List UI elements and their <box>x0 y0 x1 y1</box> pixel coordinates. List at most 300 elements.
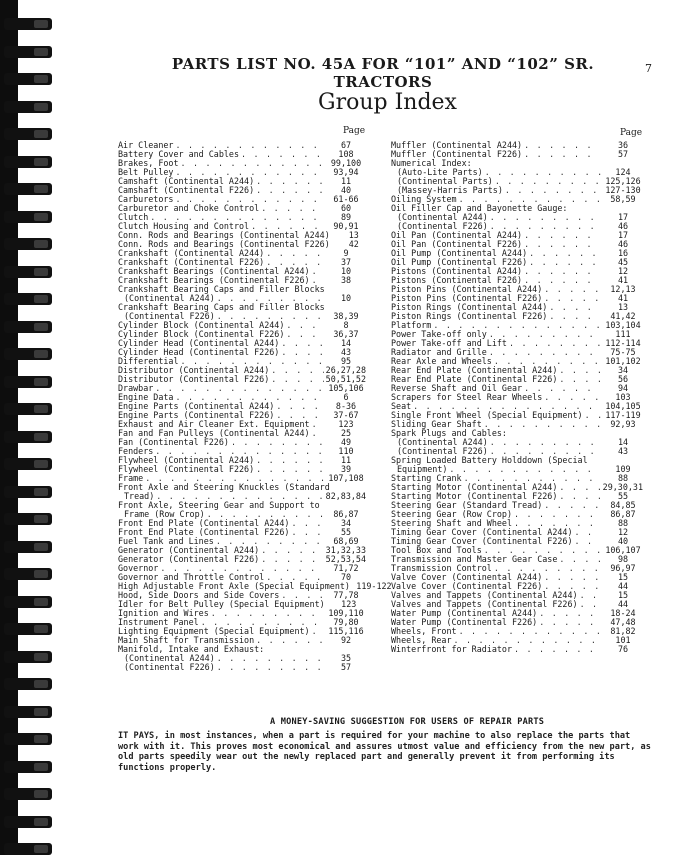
dot-leader <box>524 240 601 249</box>
index-entry-label: Transmission Control <box>391 563 492 573</box>
index-entry-page: 41 <box>617 275 629 285</box>
index-entry-label: Cylinder Block (Continental F226) <box>118 329 285 339</box>
dot-leader <box>281 339 324 348</box>
index-entry-page: 41,42 <box>610 311 636 321</box>
index-entry-label: Cylinder Head (Continental A244) <box>118 338 280 348</box>
dot-leader <box>509 339 601 348</box>
dot-leader <box>575 528 601 537</box>
index-entry-page: 105,106 <box>328 383 364 393</box>
index-entry-page: 101,102 <box>605 356 641 366</box>
index-entry-page: 70 <box>340 572 352 582</box>
dot-leader <box>231 438 324 447</box>
index-entry-page: 77,78 <box>333 590 359 600</box>
dot-leader <box>524 267 601 276</box>
index-entry-label: (Continental F226) <box>397 221 488 231</box>
index-entry-label: Oil Filler Cap and Bayonette Gauge: <box>391 203 568 213</box>
dot-leader <box>575 537 601 546</box>
page-number: 7 <box>645 62 652 75</box>
binding-ring <box>4 678 52 690</box>
index-entry-page: 106,107 <box>605 545 641 555</box>
index-entry-page: 61-66 <box>333 194 359 204</box>
index-entry-label: Valve Cover (Continental A244) <box>391 572 543 582</box>
index-entry-label: Front Axle and Steering Knuckles (Standard <box>118 482 330 492</box>
binding-ring <box>4 73 52 85</box>
dot-leader <box>524 141 601 150</box>
index-entry-label: Reverse Shaft and Oil Gear <box>391 383 523 393</box>
index-entry-label: Valves and Tappets (Continental F226) <box>391 599 578 609</box>
index-entry-label: Rear Axle and Wheels <box>391 356 492 366</box>
index-entry-label: Oiling System <box>391 194 457 204</box>
index-entry-label: Timing Gear Cover (Continental A244) <box>391 527 573 537</box>
index-entry-label: Clutch Housing and Control <box>118 221 250 231</box>
footer-text: IT PAYS, in most instances, when a part is required for your machine to also replace the parts that work with it. This proves most economical and assures utmost value and efficiency from the new part, as old parts speedily wear out the newly replaced part and generally prevent it from performing its functions properly. <box>118 731 651 773</box>
dot-leader <box>580 591 601 600</box>
index-entry-page: 92,93 <box>610 419 636 429</box>
dot-leader <box>580 600 601 609</box>
index-entry-page: 112-114 <box>605 338 641 348</box>
index-entry-label: Engine Data <box>118 392 174 402</box>
index-entry-page: 94 <box>617 383 629 393</box>
dot-leader <box>544 393 601 402</box>
index-column-right <box>391 141 643 654</box>
index-entry <box>118 663 366 672</box>
index-entry-page: 10 <box>340 293 352 303</box>
dot-leader <box>544 285 601 294</box>
index-entry-label: Platform <box>391 320 432 330</box>
index-entry-label: Lighting Equipment (Special Equipment) <box>118 626 310 636</box>
index-entry-label: Distributor (Continental A244) <box>118 365 270 375</box>
binding-ring <box>4 486 52 498</box>
index-entry-label: (Continental A244) <box>397 437 488 447</box>
index-entry-label: Steering Gear (Standard Tread) <box>391 500 543 510</box>
dot-leader <box>256 456 324 465</box>
index-entry-page: 37-67 <box>333 410 359 420</box>
index-entry-page: 56 <box>617 374 629 384</box>
index-title: Group Index <box>318 90 457 115</box>
index-entry-label: Equipment) <box>397 464 448 474</box>
dot-leader <box>291 519 324 528</box>
index-entry-label: Oil Pan (Continental A244) <box>391 230 523 240</box>
index-entry-label: Muffler (Continental F226) <box>391 149 523 159</box>
index-entry-label: Cylinder Block (Continental A244) <box>118 320 285 330</box>
index-entry-label: (Continental F226) <box>124 662 215 672</box>
dot-leader <box>217 663 324 672</box>
binding-ring <box>4 788 52 800</box>
dot-leader <box>281 348 324 357</box>
index-entry-page: 47,48 <box>610 617 636 627</box>
binding-ring <box>4 183 52 195</box>
index-entry-page: 34 <box>617 365 629 375</box>
index-entry-label: (Continental A244) <box>124 293 215 303</box>
index-entry-page: 58,59 <box>610 194 636 204</box>
index-entry-page: 10 <box>340 266 352 276</box>
index-entry-page: 119-122 <box>356 581 392 591</box>
index-entry-label: Governor <box>118 563 159 573</box>
index-entry-page: 96,97 <box>610 563 636 573</box>
binding-ring <box>4 706 52 718</box>
index-entry-page: 99,100 <box>330 158 362 168</box>
index-entry-page: 15 <box>617 590 629 600</box>
index-entry-page: 108 <box>338 149 354 159</box>
index-entry-page: 67 <box>340 140 352 150</box>
index-entry-page: 104,105 <box>605 401 641 411</box>
index-entry-page: 55 <box>617 491 629 501</box>
index-entry-page: 110 <box>338 446 354 456</box>
dot-leader <box>312 429 324 438</box>
index-entry-page: 55 <box>340 527 352 537</box>
dot-leader <box>256 186 324 195</box>
dot-leader <box>312 267 324 276</box>
index-entry-label: Conn. Rods and Bearings (Continental A244) <box>118 230 330 240</box>
index-entry-label: Scrapers for Steel Rear Wheels <box>391 392 543 402</box>
index-entry-page: 60 <box>340 203 352 213</box>
index-entry-label: Fan (Continental F226) <box>118 437 229 447</box>
index-entry-page: 71,72 <box>333 563 359 573</box>
column-header-right: Page <box>620 128 643 138</box>
index-entry-page: 82,83,84 <box>325 491 366 501</box>
index-entry-label: Oil Pump (Continental F226) <box>391 257 528 267</box>
index-entry-label: Carburetor and Choke Control <box>118 203 260 213</box>
index-entry-label: Hood, Side Doors and Side Covers <box>118 590 280 600</box>
dot-leader <box>490 213 601 222</box>
index-entry-label: Crankshaft Bearing Caps and Filler Blocks <box>118 284 325 294</box>
dot-leader <box>529 258 601 267</box>
index-entry-label: Rear End Plate (Continental F226) <box>391 374 558 384</box>
dot-leader <box>544 294 601 303</box>
dot-leader <box>459 627 601 636</box>
index-entry-label: Power Take-off and Lift <box>391 338 507 348</box>
index-entry-label: Frame (Row Crop) <box>124 509 205 519</box>
binding-ring <box>4 568 52 580</box>
index-entry-page: 86,87 <box>333 509 359 519</box>
binding-ring <box>4 458 52 470</box>
dot-leader <box>312 627 324 636</box>
index-entry-page: 12 <box>617 266 629 276</box>
dot-leader <box>485 168 601 177</box>
index-entry-label: Fuel Tank and Lines <box>118 536 214 546</box>
index-entry-label: Governor and Throttle Control <box>118 572 265 582</box>
dot-leader <box>539 609 601 618</box>
dot-leader <box>266 249 324 258</box>
index-entry-label: Oil Pump (Continental A244) <box>391 248 528 258</box>
dot-leader <box>286 330 324 339</box>
index-entry-page: 14 <box>340 338 352 348</box>
dot-leader <box>261 555 323 564</box>
index-entry-page: 75-75 <box>610 347 636 357</box>
index-entry-page: 25 <box>340 428 352 438</box>
index-entry <box>118 204 366 213</box>
index-entry-label: Generator (Continental F226) <box>118 554 260 564</box>
page-header-title: PARTS LIST NO. 45A FOR “101” AND “102” SR. TRACTORS <box>171 55 595 91</box>
index-entry-page: 38,39 <box>333 311 359 321</box>
index-entry-page: 68,69 <box>333 536 359 546</box>
index-entry-page: 43 <box>340 347 352 357</box>
dot-leader <box>544 501 601 510</box>
dot-leader <box>559 483 600 492</box>
index-entry-page: 36,37 <box>333 329 359 339</box>
index-entry-page: 36 <box>617 140 629 150</box>
index-entry-page: 17 <box>617 230 629 240</box>
index-entry-label: Brakes, Foot <box>118 158 179 168</box>
index-entry-page: 125,126 <box>605 176 641 186</box>
binding-ring <box>4 211 52 223</box>
index-entry-page: 11 <box>340 455 352 465</box>
index-entry-page: 88 <box>617 473 629 483</box>
dot-leader <box>211 609 324 618</box>
index-entry-label: Piston Rings (Continental A244) <box>391 302 548 312</box>
index-entry-label: Starting Motor (Continental F226) <box>391 491 558 501</box>
index-entry-label: Camshaft (Continental A244) <box>118 176 255 186</box>
index-entry-page: 79,80 <box>333 617 359 627</box>
dot-leader <box>490 438 601 447</box>
index-entry-label: Front Axle, Steering Gear and Support to <box>118 500 320 510</box>
index-entry-page: 6 <box>343 392 349 402</box>
index-entry-label: Spark Plugs and Cables: <box>391 428 507 438</box>
index-entry-page: 18-24 <box>610 608 636 618</box>
dot-leader <box>256 177 324 186</box>
index-entry-label: Engine Parts (Continental A244) <box>118 401 275 411</box>
index-entry-page: 93,94 <box>333 167 359 177</box>
binding-ring <box>4 18 52 30</box>
dot-leader <box>449 465 601 474</box>
index-entry-label: Water Pump (Continental F226) <box>391 617 538 627</box>
binding-ring <box>4 348 52 360</box>
dot-leader <box>514 510 601 519</box>
index-entry-label: Conn. Rods and Bearings (Continental F226) <box>118 239 330 249</box>
index-entry-page: 89 <box>340 212 352 222</box>
index-entry-page: 107,108 <box>328 473 364 483</box>
index-entry-label: Muffler (Continental A244) <box>391 140 523 150</box>
dot-leader <box>312 420 324 429</box>
index-entry-label: Exhaust and Air Cleaner Ext. Equipment <box>118 419 310 429</box>
dot-leader <box>217 654 324 663</box>
index-entry-page: 49 <box>340 437 352 447</box>
index-entry-page: 103 <box>615 392 631 402</box>
index-entry-label: Rear End Plate (Continental A244) <box>391 365 558 375</box>
spiral-binding <box>0 0 60 855</box>
index-entry-page: 45 <box>617 257 629 267</box>
index-entry-page: 11 <box>340 176 352 186</box>
binding-ring <box>4 651 52 663</box>
dot-leader <box>559 492 601 501</box>
index-entry-label: Differential <box>118 356 179 366</box>
index-entry-label: Front End Plate (Continental A244) <box>118 518 290 528</box>
index-entry <box>391 645 643 654</box>
index-entry-page: 127-130 <box>605 185 641 195</box>
dot-leader <box>524 231 601 240</box>
index-entry-label: Tread) <box>124 491 155 501</box>
index-entry-page: 40 <box>617 536 629 546</box>
index-entry-label: Spring Loaded Battery Holddown (Special <box>391 455 588 465</box>
dot-leader <box>261 204 324 213</box>
dot-leader <box>559 375 601 384</box>
dot-leader <box>495 177 601 186</box>
index-entry-page: 44 <box>617 599 629 609</box>
index-entry-page: 57 <box>340 662 352 672</box>
index-entry-page: 88 <box>617 518 629 528</box>
binding-ring <box>4 596 52 608</box>
binding-ring <box>4 403 52 415</box>
index-entry-page: 81,82 <box>610 626 636 636</box>
index-entry-label: Ignition and Wires <box>118 608 209 618</box>
index-entry-label: Power Take-off only <box>391 329 487 339</box>
dot-leader <box>256 636 324 645</box>
binding-ring <box>4 431 52 443</box>
index-entry-label: (Massey-Harris Parts) <box>397 185 503 195</box>
index-entry-page: 117-119 <box>605 410 641 420</box>
index-entry-page: 38 <box>340 275 352 285</box>
index-entry-page: 35 <box>340 653 352 663</box>
dot-leader <box>489 348 601 357</box>
index-entry-label: (Continental A244) <box>124 653 215 663</box>
index-entry-label: Winterfront for Radiator <box>391 644 513 654</box>
dot-leader <box>544 573 601 582</box>
index-entry-page: 12 <box>617 527 629 537</box>
index-entry-label: Valves and Tappets (Continental A244) <box>391 590 578 600</box>
index-entry-page: 9 <box>343 248 349 258</box>
binding-ring <box>4 238 52 250</box>
index-entry-label: Piston Pins (Continental F226) <box>391 293 543 303</box>
binding-ring <box>4 321 52 333</box>
index-entry-page: 52,53,54 <box>325 554 366 564</box>
index-entry-label: Piston Pins (Continental A244) <box>391 284 543 294</box>
index-entry-page: 40 <box>340 185 352 195</box>
dot-leader <box>286 321 324 330</box>
index-entry-label: Tool Box and Tools <box>391 545 482 555</box>
binding-ring <box>4 101 52 113</box>
index-entry-label: Crankshaft Bearings (Continental A244) <box>118 266 310 276</box>
index-entry-label: Starting Crank <box>391 473 462 483</box>
index-entry-label: Starting Motor (Continental A244) <box>391 482 558 492</box>
index-entry-page: 34 <box>340 518 352 528</box>
index-entry-label: Oil Pan (Continental F226) <box>391 239 523 249</box>
index-entry-label: Crankshaft (Continental A244) <box>118 248 265 258</box>
index-entry-label: Crankshaft Bearing Caps and Filler Blocks <box>118 302 325 312</box>
dot-leader <box>261 546 323 555</box>
index-entry-label: Idler for Belt Pulley (Special Equipment) <box>118 599 325 609</box>
index-entry-page: 12,13 <box>610 284 636 294</box>
index-entry-label: Manifold, Intake and Exhaust: <box>118 644 265 654</box>
index-entry-label: Front End Plate (Continental F226) <box>118 527 290 537</box>
index-entry-label: (Auto-Lite Parts) <box>397 167 483 177</box>
index-entry-page: 26,27,28 <box>325 365 366 375</box>
dot-leader <box>549 303 601 312</box>
index-entry-label: Crankshaft Bearings (Continental F226) <box>118 275 310 285</box>
binding-ring <box>4 623 52 635</box>
index-entry-page: 84,85 <box>610 500 636 510</box>
index-entry-label: Engine Parts (Continental F226) <box>118 410 275 420</box>
index-entry-label: Carburetors <box>118 194 174 204</box>
index-entry-page: 123 <box>338 419 354 429</box>
index-entry-label: Main Shaft for Transmission <box>118 635 255 645</box>
index-entry-label: Instrument Panel <box>118 617 199 627</box>
index-entry-label: Camshaft (Continental F226) <box>118 185 255 195</box>
dot-leader <box>559 366 601 375</box>
binding-ring <box>4 376 52 388</box>
index-entry-label: (Continental F226) <box>397 446 488 456</box>
dot-leader <box>271 366 323 375</box>
index-entry-label: (Continental A244) <box>397 212 488 222</box>
index-entry-label: Crankshaft (Continental F226) <box>118 257 265 267</box>
index-entry-page: 50,51,52 <box>325 374 366 384</box>
dot-leader <box>585 411 601 420</box>
index-column-left <box>118 140 392 672</box>
index-entry-page: 13 <box>348 230 359 240</box>
index-entry-page: 115,116 <box>328 626 364 636</box>
index-entry-label: Steering Shaft and Wheel <box>391 518 513 528</box>
index-entry-label: High Adjustable Front Axle (Special Equipment) <box>118 581 350 591</box>
index-entry-label: Belt Pulley <box>118 167 174 177</box>
binding-ring <box>4 843 52 855</box>
index-entry-label: Single Front Wheel (Special Equipment) <box>391 410 583 420</box>
index-entry-label: Flywheel (Continental F226) <box>118 464 255 474</box>
dot-leader <box>271 375 323 384</box>
index-entry-page: 98 <box>617 554 629 564</box>
index-entry-page: 16 <box>617 248 629 258</box>
index-entry-page: 46 <box>617 239 629 249</box>
index-entry-page: 46 <box>617 221 629 231</box>
index-entry-label: Cylinder Head (Continental F226) <box>118 347 280 357</box>
index-entry-page: 37 <box>340 257 352 267</box>
index-entry-label: Frame <box>118 473 144 483</box>
dot-leader <box>559 555 601 564</box>
index-entry-label: Timing Gear Cover (Continental F226) <box>391 536 573 546</box>
dot-leader <box>241 150 324 159</box>
dot-leader <box>505 186 601 195</box>
index-entry-page: 109 <box>615 464 631 474</box>
index-entry-page: 95 <box>340 356 352 366</box>
binding-ring <box>4 816 52 828</box>
index-entry-label: (Continental Parts) <box>397 176 493 186</box>
binding-ring <box>4 128 52 140</box>
index-entry-label: Pistons (Continental A244) <box>391 266 523 276</box>
index-entry-label: Pistons (Continental F226) <box>391 275 523 285</box>
index-entry-label: Seat <box>391 401 412 411</box>
index-entry-page: 103,104 <box>605 320 641 330</box>
index-entry-label: (Continental F226) <box>124 311 215 321</box>
dot-leader <box>256 465 324 474</box>
index-entry-label: Piston Rings (Continental F226) <box>391 311 548 321</box>
index-entry-page: 31,32,33 <box>325 545 366 555</box>
binding-ring <box>4 761 52 773</box>
dot-leader <box>514 645 601 654</box>
index-entry-label: Clutch <box>118 212 149 222</box>
index-entry-page: 76 <box>617 644 629 654</box>
index-entry-page: 42 <box>348 239 359 249</box>
index-entry-label: Battery Cover and Cables <box>118 149 240 159</box>
binding-ring <box>4 266 52 278</box>
dot-leader <box>181 159 324 168</box>
index-entry-page: 29,30,31 <box>602 482 643 492</box>
index-entry-page: 43 <box>617 446 629 456</box>
index-entry-label: Transmission and Master Gear Case <box>391 554 558 564</box>
index-entry-page: 109,110 <box>328 608 364 618</box>
index-entry-label: Distributor (Continental F226) <box>118 374 270 384</box>
binding-ring <box>4 513 52 525</box>
column-header-left: Page <box>343 126 366 136</box>
index-entry <box>118 438 366 447</box>
index-entry-page: 90,91 <box>333 221 359 231</box>
dot-leader <box>529 249 601 258</box>
index-entry-label: Air Cleaner <box>118 140 174 150</box>
index-entry-page: 57 <box>617 149 629 159</box>
index-entry-label: Wheels, Rear <box>391 635 452 645</box>
dot-leader <box>539 618 601 627</box>
index-entry-label: Flywheel (Continental A244) <box>118 455 255 465</box>
index-entry-label: Numerical Index: <box>391 158 472 168</box>
dot-leader <box>155 384 324 393</box>
index-entry-label: Generator (Continental A244) <box>118 545 260 555</box>
